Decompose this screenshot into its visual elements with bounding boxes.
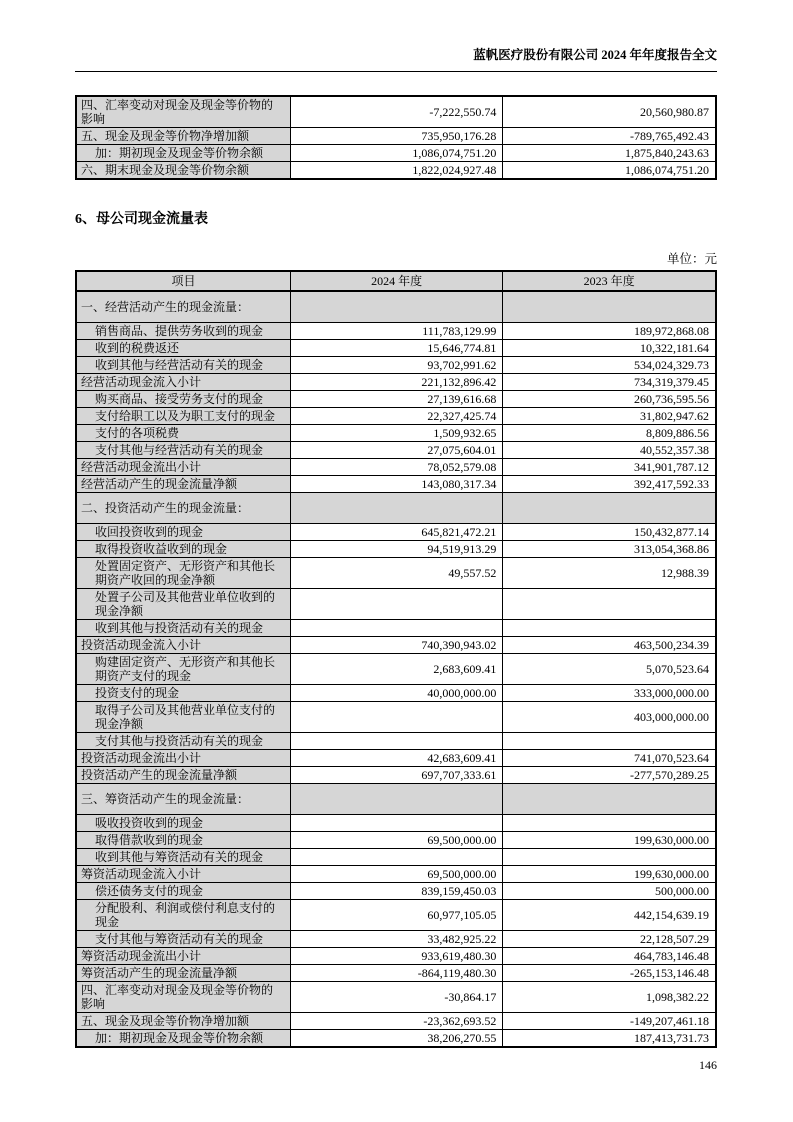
row-label: 收到其他与投资活动有关的现金: [76, 620, 290, 637]
value-2024: -7,222,550.74: [290, 96, 502, 128]
row-label: 收到其他与经营活动有关的现金: [76, 357, 290, 374]
value-2024: 94,519,913.29: [290, 541, 502, 558]
value-2023: [503, 733, 716, 750]
table-row: [76, 357, 716, 374]
table-row: [76, 128, 716, 145]
section-row: [76, 493, 716, 524]
value-2024: [290, 733, 502, 750]
value-2024: [290, 815, 502, 832]
page-number: 146: [699, 1058, 717, 1072]
table-row: [76, 323, 716, 340]
value-2024: 1,086,074,751.20: [290, 145, 502, 162]
value-2023: 463,500,234.39: [503, 637, 716, 654]
value-2024: 93,702,991.62: [290, 357, 502, 374]
table-header-row: [76, 271, 716, 291]
value-2024: [290, 291, 502, 323]
row-label: 购建固定资产、无形资产和其他长期资产支付的现金: [76, 654, 290, 685]
value-2024: 69,500,000.00: [290, 866, 502, 883]
table-row: [76, 558, 716, 589]
page-content: [75, 0, 717, 1073]
value-2023: -277,570,289.25: [503, 767, 716, 784]
row-label: 收到的税费返还: [76, 340, 290, 357]
value-2024: 27,139,616.68: [290, 391, 502, 408]
value-2023: [503, 784, 716, 815]
table-row: [76, 982, 716, 1013]
row-label: 经营活动现金流出小计: [76, 459, 290, 476]
value-2024: [290, 589, 502, 620]
value-2024: 735,950,176.28: [290, 128, 502, 145]
value-2024: 1,509,932.65: [290, 425, 502, 442]
value-2023: 403,000,000.00: [503, 702, 716, 733]
value-2023: 341,901,787.12: [503, 459, 716, 476]
value-2023: 534,024,329.73: [503, 357, 716, 374]
table-row: [76, 541, 716, 558]
value-2023: 260,736,595.56: [503, 391, 716, 408]
table-row: [76, 145, 716, 162]
value-2023: 442,154,639.19: [503, 900, 716, 931]
row-label: 支付的各项税费: [76, 425, 290, 442]
table-row: [76, 685, 716, 702]
row-label: 偿还债务支付的现金: [76, 883, 290, 900]
row-label: 加：期初现金及现金等价物余额: [76, 145, 290, 162]
value-2024: 933,619,480.30: [290, 948, 502, 965]
value-2023: 10,322,181.64: [503, 340, 716, 357]
value-2023: 199,630,000.00: [503, 832, 716, 849]
value-2024: [290, 493, 502, 524]
table-row: [76, 931, 716, 948]
value-2023: 20,560,980.87: [503, 96, 716, 128]
row-label: 六、期末现金及现金等价物余额: [76, 162, 290, 180]
table-row: [76, 654, 716, 685]
value-2023: 734,319,379.45: [503, 374, 716, 391]
row-label: 处置固定资产、无形资产和其他长期资产收回的现金净额: [76, 558, 290, 589]
cash-flow-continuation-table: [75, 95, 717, 180]
value-2024: 27,075,604.01: [290, 442, 502, 459]
row-label: 加：期初现金及现金等价物余额: [76, 1030, 290, 1048]
row-label: 筹资活动产生的现金流量净额: [76, 965, 290, 982]
value-2023: [503, 815, 716, 832]
row-label: 取得借款收到的现金: [76, 832, 290, 849]
value-2023: 150,432,877.14: [503, 524, 716, 541]
row-label: 取得投资收益收到的现金: [76, 541, 290, 558]
row-label: 支付给职工以及为职工支付的现金: [76, 408, 290, 425]
table-row: [76, 767, 716, 784]
value-2024: 2,683,609.41: [290, 654, 502, 685]
value-2024: -30,864.17: [290, 982, 502, 1013]
value-2024: 111,783,129.99: [290, 323, 502, 340]
value-2024: [290, 784, 502, 815]
row-label: 四、汇率变动对现金及现金等价物的影响: [76, 96, 290, 128]
row-label: 投资支付的现金: [76, 685, 290, 702]
table-row: [76, 374, 716, 391]
row-label: 销售商品、提供劳务收到的现金: [76, 323, 290, 340]
value-2023: 189,972,868.08: [503, 323, 716, 340]
row-label: 支付其他与经营活动有关的现金: [76, 442, 290, 459]
table-row: [76, 883, 716, 900]
row-label: 经营活动产生的现金流量净额: [76, 476, 290, 493]
value-2024: 40,000,000.00: [290, 685, 502, 702]
value-2024: 33,482,925.22: [290, 931, 502, 948]
section-title: 6、母公司现金流量表: [75, 212, 208, 227]
table-row: [76, 900, 716, 931]
value-2023: [503, 493, 716, 524]
parent-company-cash-flow-table: [75, 270, 717, 1048]
table-row: [76, 750, 716, 767]
table-row: [76, 391, 716, 408]
value-2023: 40,552,357.38: [503, 442, 716, 459]
value-2023: 333,000,000.00: [503, 685, 716, 702]
value-2023: 741,070,523.64: [503, 750, 716, 767]
row-label: 四、汇率变动对现金及现金等价物的影响: [76, 982, 290, 1013]
table-row: [76, 442, 716, 459]
value-2023: [503, 589, 716, 620]
col-header-item: 项目: [76, 271, 290, 291]
table-row: [76, 965, 716, 982]
value-2023: 12,988.39: [503, 558, 716, 589]
value-2024: [290, 849, 502, 866]
table-row: [76, 425, 716, 442]
row-label: 购买商品、接受劳务支付的现金: [76, 391, 290, 408]
value-2023: 392,417,592.33: [503, 476, 716, 493]
row-label: 二、投资活动产生的现金流量：: [76, 493, 290, 524]
table-row: [76, 408, 716, 425]
section-row: [76, 784, 716, 815]
table-row: [76, 340, 716, 357]
value-2024: 1,822,024,927.48: [290, 162, 502, 180]
value-2024: [290, 702, 502, 733]
value-2024: 78,052,579.08: [290, 459, 502, 476]
table-row: [76, 866, 716, 883]
table-row: [76, 524, 716, 541]
value-2024: 69,500,000.00: [290, 832, 502, 849]
value-2023: 1,875,840,243.63: [503, 145, 716, 162]
value-2023: 500,000.00: [503, 883, 716, 900]
col-header-2024: 2024 年度: [290, 271, 502, 291]
value-2023: 22,128,507.29: [503, 931, 716, 948]
value-2024: -864,119,480.30: [290, 965, 502, 982]
table-row: [76, 476, 716, 493]
value-2023: -265,153,146.48: [503, 965, 716, 982]
row-label: 投资活动现金流出小计: [76, 750, 290, 767]
value-2024: 221,132,896.42: [290, 374, 502, 391]
value-2024: 645,821,472.21: [290, 524, 502, 541]
table-row: [76, 948, 716, 965]
value-2023: [503, 620, 716, 637]
table-row: [76, 620, 716, 637]
value-2023: 1,098,382.22: [503, 982, 716, 1013]
table-row: [76, 849, 716, 866]
row-label: 筹资活动现金流出小计: [76, 948, 290, 965]
row-label: 筹资活动现金流入小计: [76, 866, 290, 883]
unit-label: 单位：元: [666, 252, 717, 266]
value-2024: 143,080,317.34: [290, 476, 502, 493]
value-2024: 15,646,774.81: [290, 340, 502, 357]
row-label: 投资活动产生的现金流量净额: [76, 767, 290, 784]
value-2023: 199,630,000.00: [503, 866, 716, 883]
value-2023: [503, 291, 716, 323]
table-row: [76, 459, 716, 476]
row-label: 吸收投资收到的现金: [76, 815, 290, 832]
value-2023: 5,070,523.64: [503, 654, 716, 685]
value-2024: 839,159,450.03: [290, 883, 502, 900]
table-row: [76, 815, 716, 832]
row-label: 五、现金及现金等价物净增加额: [76, 1013, 290, 1030]
value-2023: 1,086,074,751.20: [503, 162, 716, 180]
col-header-2023: 2023 年度: [503, 271, 716, 291]
row-label: 分配股利、利润或偿付利息支付的现金: [76, 900, 290, 931]
row-label: 支付其他与投资活动有关的现金: [76, 733, 290, 750]
table-row: [76, 733, 716, 750]
value-2023: 464,783,146.48: [503, 948, 716, 965]
table-row: [76, 162, 716, 180]
table-row: [76, 589, 716, 620]
value-2024: 60,977,105.05: [290, 900, 502, 931]
value-2023: -149,207,461.18: [503, 1013, 716, 1030]
row-label: 支付其他与筹资活动有关的现金: [76, 931, 290, 948]
row-label: 经营活动现金流入小计: [76, 374, 290, 391]
section-row: [76, 291, 716, 323]
value-2023: 8,809,886.56: [503, 425, 716, 442]
table-row: [76, 637, 716, 654]
row-label: 取得子公司及其他营业单位支付的现金净额: [76, 702, 290, 733]
value-2023: -789,765,492.43: [503, 128, 716, 145]
report-header-title: 蓝帆医疗股份有限公司 2024 年年度报告全文: [473, 48, 717, 62]
row-label: 五、现金及现金等价物净增加额: [76, 128, 290, 145]
value-2024: 22,327,425.74: [290, 408, 502, 425]
table-row: [76, 1030, 716, 1048]
value-2024: -23,362,693.52: [290, 1013, 502, 1030]
row-label: 一、经营活动产生的现金流量：: [76, 291, 290, 323]
row-label: 收回投资收到的现金: [76, 524, 290, 541]
value-2024: 42,683,609.41: [290, 750, 502, 767]
table-row: [76, 702, 716, 733]
value-2023: 31,802,947.62: [503, 408, 716, 425]
table-row: [76, 96, 716, 128]
value-2023: 313,054,368.86: [503, 541, 716, 558]
value-2024: 49,557.52: [290, 558, 502, 589]
value-2023: 187,413,731.73: [503, 1030, 716, 1048]
row-label: 处置子公司及其他营业单位收到的现金净额: [76, 589, 290, 620]
value-2024: 38,206,270.55: [290, 1030, 502, 1048]
value-2024: 697,707,333.61: [290, 767, 502, 784]
row-label: 收到其他与筹资活动有关的现金: [76, 849, 290, 866]
header-divider: [75, 71, 717, 72]
row-label: 三、筹资活动产生的现金流量：: [76, 784, 290, 815]
value-2024: [290, 620, 502, 637]
value-2024: 740,390,943.02: [290, 637, 502, 654]
value-2023: [503, 849, 716, 866]
table-row: [76, 1013, 716, 1030]
row-label: 投资活动现金流入小计: [76, 637, 290, 654]
table-row: [76, 832, 716, 849]
